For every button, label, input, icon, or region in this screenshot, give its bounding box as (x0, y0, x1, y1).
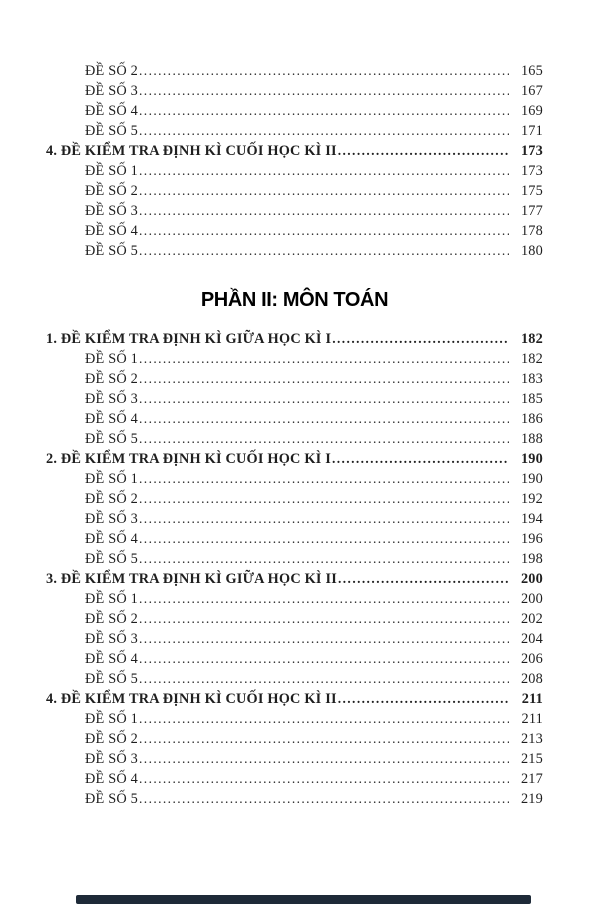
dot-leader (139, 161, 509, 181)
toc-sub-entry (46, 409, 543, 429)
toc-entry-label: ĐỀ SỐ 3 (85, 83, 139, 99)
dot-leader (139, 589, 509, 609)
dot-leader (139, 729, 509, 749)
dot-leader (139, 529, 509, 549)
toc-entry-label: ĐỀ SỐ 4 (85, 223, 139, 239)
dot-leader (338, 569, 509, 589)
toc-list-main (46, 329, 543, 809)
dot-leader (139, 81, 509, 101)
toc-sub-entry (46, 349, 543, 369)
toc-entry-page: 206 (520, 651, 543, 667)
toc-entry-label: ĐỀ SỐ 2 (85, 183, 139, 199)
toc-entry-page: 178 (520, 223, 543, 239)
dot-leader (139, 769, 509, 789)
toc-sub-entry (46, 769, 543, 789)
toc-sub-entry (46, 709, 543, 729)
toc-entry-label: ĐỀ SỐ 5 (85, 551, 139, 567)
toc-entry-label: ĐỀ SỐ 3 (85, 751, 139, 767)
dot-leader (139, 221, 509, 241)
toc-entry-label: 1. ĐỀ KIỂM TRA ĐỊNH KÌ GIỮA HỌC KÌ I (46, 331, 332, 347)
toc-entry-page: 198 (520, 551, 543, 567)
toc-entry-label: 3. ĐỀ KIỂM TRA ĐỊNH KÌ GIỮA HỌC KÌ II (46, 571, 337, 587)
toc-entry-page: 190 (520, 451, 543, 467)
toc-entry-page: 169 (520, 103, 543, 119)
toc-entry-label: ĐỀ SỐ 1 (85, 591, 139, 607)
toc-entry-page: 177 (520, 203, 543, 219)
toc-sub-entry (46, 609, 543, 629)
toc-sub-entry (46, 549, 543, 569)
toc-sub-entry (46, 469, 543, 489)
dot-leader (139, 61, 509, 81)
toc-sub-entry (46, 629, 543, 649)
toc-sub-entry (46, 489, 543, 509)
toc-entry-page: 196 (520, 531, 543, 547)
toc-sub-entry (46, 589, 543, 609)
dot-leader (139, 369, 509, 389)
toc-sub-entry (46, 101, 543, 121)
dot-leader (139, 629, 509, 649)
dot-leader (139, 789, 509, 809)
toc-sub-entry (46, 61, 543, 81)
dot-leader (338, 141, 509, 161)
toc-entry-page: 185 (520, 391, 543, 407)
toc-sub-entry (46, 749, 543, 769)
toc-entry-label: ĐỀ SỐ 3 (85, 203, 139, 219)
toc-entry-page: 202 (520, 611, 543, 627)
footer-bar (76, 895, 531, 904)
toc-sub-entry (46, 121, 543, 141)
dot-leader (139, 469, 509, 489)
toc-entry-page: 165 (520, 63, 543, 79)
dot-leader (332, 449, 509, 469)
toc-entry-page: 194 (520, 511, 543, 527)
toc-entry-page: 173 (520, 143, 543, 159)
toc-entry-page: 182 (520, 351, 543, 367)
toc-entry-label: ĐỀ SỐ 1 (85, 711, 139, 727)
toc-sub-entry (46, 509, 543, 529)
toc-entry-page: 182 (520, 331, 543, 347)
toc-entry-label: ĐỀ SỐ 4 (85, 531, 139, 547)
dot-leader (139, 121, 509, 141)
toc-entry-label: ĐỀ SỐ 4 (85, 103, 139, 119)
dot-leader (139, 101, 509, 121)
toc-entry-label: ĐỀ SỐ 2 (85, 491, 139, 507)
dot-leader (139, 389, 509, 409)
toc-entry-page: 183 (520, 371, 543, 387)
toc-entry-page: 188 (520, 431, 543, 447)
toc-sub-entry (46, 529, 543, 549)
dot-leader (139, 241, 509, 261)
dot-leader (139, 349, 509, 369)
toc-entry-page: 173 (520, 163, 543, 179)
toc-list-top (46, 61, 543, 261)
dot-leader (139, 649, 509, 669)
toc-entry-label: ĐỀ SỐ 2 (85, 371, 139, 387)
toc-entry-label: ĐỀ SỐ 2 (85, 611, 139, 627)
toc-entry-page: 167 (520, 83, 543, 99)
dot-leader (139, 489, 509, 509)
toc-entry-label: ĐỀ SỐ 5 (85, 431, 139, 447)
toc-entry-page: 192 (520, 491, 543, 507)
toc-sub-entry (46, 649, 543, 669)
toc-section-entry (46, 141, 543, 161)
toc-entry-label: 4. ĐỀ KIỂM TRA ĐỊNH KÌ CUỐI HỌC KÌ II (46, 143, 337, 159)
toc-sub-entry (46, 429, 543, 449)
dot-leader (139, 709, 509, 729)
toc-entry-label: 2. ĐỀ KIỂM TRA ĐỊNH KÌ CUỐI HỌC KÌ I (46, 451, 331, 467)
dot-leader (338, 689, 509, 709)
toc-entry-page: 211 (521, 711, 543, 727)
toc-entry-page: 211 (521, 691, 543, 707)
toc-sub-entry (46, 201, 543, 221)
toc-content (46, 0, 543, 809)
toc-entry-label: ĐỀ SỐ 4 (85, 651, 139, 667)
dot-leader (139, 669, 509, 689)
toc-sub-entry (46, 241, 543, 261)
dot-leader (139, 181, 509, 201)
toc-entry-label: ĐỀ SỐ 2 (85, 63, 139, 79)
toc-entry-label: ĐỀ SỐ 3 (85, 391, 139, 407)
toc-section-entry (46, 569, 543, 589)
toc-entry-page: 208 (520, 671, 543, 687)
toc-entry-page: 215 (520, 751, 543, 767)
toc-sub-entry (46, 789, 543, 809)
toc-entry-label: ĐỀ SỐ 5 (85, 791, 139, 807)
dot-leader (139, 549, 509, 569)
toc-entry-page: 171 (520, 123, 543, 139)
dot-leader (139, 409, 509, 429)
toc-entry-page: 213 (520, 731, 543, 747)
toc-section-entry (46, 449, 543, 469)
toc-entry-page: 175 (520, 183, 543, 199)
dot-leader (139, 509, 509, 529)
toc-entry-page: 200 (520, 591, 543, 607)
toc-sub-entry (46, 161, 543, 181)
toc-entry-page: 180 (520, 243, 543, 259)
toc-entry-page: 200 (520, 571, 543, 587)
toc-sub-entry (46, 181, 543, 201)
toc-sub-entry (46, 669, 543, 689)
dot-leader (332, 329, 509, 349)
toc-entry-label: ĐỀ SỐ 1 (85, 471, 139, 487)
toc-entry-page: 219 (520, 791, 543, 807)
toc-entry-label: ĐỀ SỐ 4 (85, 411, 139, 427)
toc-entry-label: ĐỀ SỐ 1 (85, 163, 139, 179)
dot-leader (139, 749, 509, 769)
toc-entry-page: 217 (520, 771, 543, 787)
toc-entry-label: ĐỀ SỐ 5 (85, 123, 139, 139)
dot-leader (139, 609, 509, 629)
toc-section-entry (46, 689, 543, 709)
toc-entry-label: ĐỀ SỐ 5 (85, 243, 139, 259)
toc-entry-label: ĐỀ SỐ 2 (85, 731, 139, 747)
toc-sub-entry (46, 221, 543, 241)
toc-entry-page: 186 (520, 411, 543, 427)
toc-sub-entry (46, 729, 543, 749)
toc-sub-entry (46, 81, 543, 101)
dot-leader (139, 429, 509, 449)
toc-sub-entry (46, 369, 543, 389)
toc-sub-entry (46, 389, 543, 409)
toc-entry-label: 4. ĐỀ KIỂM TRA ĐỊNH KÌ CUỐI HỌC KÌ II (46, 691, 337, 707)
toc-entry-label: ĐỀ SỐ 3 (85, 511, 139, 527)
toc-entry-label: ĐỀ SỐ 1 (85, 351, 139, 367)
toc-entry-page: 204 (520, 631, 543, 647)
toc-section-entry (46, 329, 543, 349)
toc-entry-label: ĐỀ SỐ 5 (85, 671, 139, 687)
part-heading: PHẦN II: MÔN TOÁN (200, 289, 389, 311)
dot-leader (139, 201, 509, 221)
toc-entry-label: ĐỀ SỐ 4 (85, 771, 139, 787)
toc-entry-page: 190 (520, 471, 543, 487)
toc-entry-label: ĐỀ SỐ 3 (85, 631, 139, 647)
